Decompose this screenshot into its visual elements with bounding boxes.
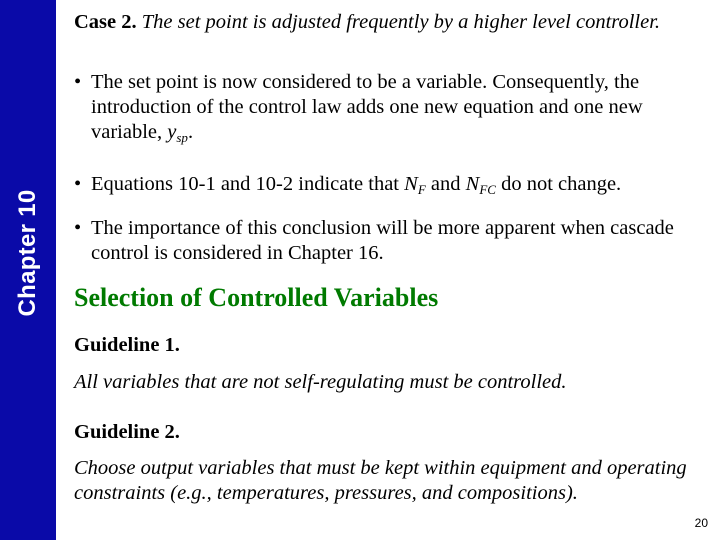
guideline-1-text: All variables that are not self-regulating must be controlled.	[74, 371, 567, 393]
bullet-conclusion	[74, 216, 699, 266]
page-number: 20	[694, 516, 708, 530]
case-2-description: The set point is adjusted frequently by a higher level controller.	[141, 11, 661, 33]
bullet-3-text: The importance of this conclusion will be more apparent when cascade control is considered in Chapter 16.	[91, 217, 674, 264]
bullet-1-text: The set point is now considered to be a variable. Consequently, the introduction of the control law adds one new equation and one new variable,	[91, 71, 643, 143]
bullet-dot: •	[74, 173, 82, 195]
var-nfc-subscript: FC	[479, 182, 496, 197]
bullet-2-and: and	[425, 173, 466, 195]
var-nf: N	[404, 173, 418, 195]
var-y-subscript: sp	[176, 130, 188, 145]
case-2-statement	[74, 10, 714, 35]
bullet-2-pre: Equations 10-1 and 10-2 indicate that	[91, 173, 405, 195]
bullet-equations	[74, 172, 714, 197]
section-heading: Selection of Controlled Variables	[74, 283, 439, 312]
guideline-1-title: Guideline 1.	[74, 334, 180, 356]
bullet-dot: •	[74, 217, 82, 239]
bullet-2-post: do not change.	[495, 173, 622, 195]
var-nfc: N	[465, 173, 480, 195]
var-nf-subscript: F	[417, 182, 426, 197]
bullet-1-end: .	[187, 121, 194, 143]
bullet-dot: •	[74, 71, 82, 93]
guideline-2-title: Guideline 2.	[74, 421, 180, 443]
case-2-label: Case 2.	[74, 11, 137, 33]
guideline-2-text: Choose output variables that must be kept within equipment and operating constraints (e.g., temperatures, pressures, and compositions).	[74, 457, 687, 504]
bullet-setpoint-variable	[74, 70, 699, 145]
chapter-label: Chapter 10	[14, 189, 41, 317]
var-y: y	[167, 121, 177, 143]
